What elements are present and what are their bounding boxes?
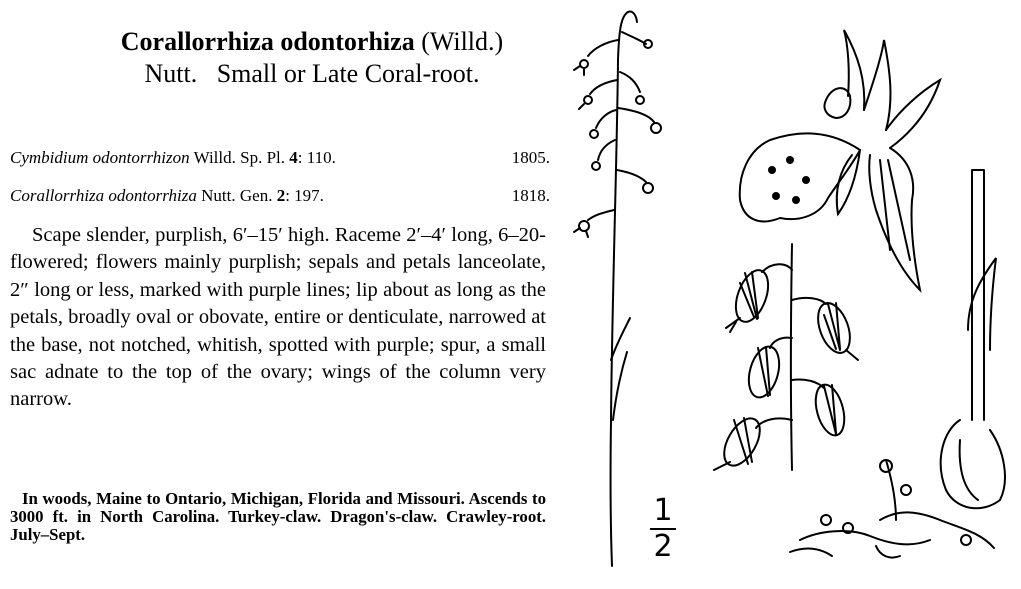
- scale-denominator: 2: [653, 529, 673, 564]
- common-name: Small or Late Coral-root.: [216, 59, 480, 88]
- species-authority: (Willd.): [421, 27, 504, 56]
- species-name: Corallorrhiza odontorhiza: [120, 27, 415, 56]
- species-heading: [62, 26, 562, 90]
- root-detail-drawing: [790, 170, 1005, 558]
- range-notes: [10, 490, 546, 545]
- raceme-detail-drawing: [714, 244, 858, 472]
- synonym-line-1: [10, 147, 550, 169]
- scale-numerator: 1: [653, 493, 673, 528]
- flower-detail-drawing: [740, 30, 940, 290]
- description-text: Scape slender, purplish, 6′–15′ high. Raceme 2′–4′ long, 6–20-flowered; flowers mainly purplish; sepals and petals lanceolate, 2″ long or less, marked with purple lines; lip about as long as the petals, broadly oval or obovate, entire or denticulate, narrowed at the base, not notched, whitish, spotted with purple; spur, a small sac adnate to the top of the ovary; wings of the column very narrow.: [10, 224, 546, 411]
- synonym-year: 1805.: [511, 148, 550, 167]
- plant-scape-drawing: [574, 11, 661, 566]
- synonym-line-2: [10, 185, 550, 207]
- synonym-page: : 197.: [285, 186, 324, 205]
- botanical-illustration: [560, 0, 1021, 589]
- synonym-volume: 4: [289, 148, 298, 167]
- synonym-page: : 110.: [297, 148, 336, 167]
- synonym-year: 1818.: [511, 186, 550, 205]
- synonym-citation: Nutt. Gen.: [201, 186, 273, 205]
- synonym-citation: Willd. Sp. Pl.: [193, 148, 285, 167]
- description: [10, 222, 546, 414]
- synonym-volume: 2: [276, 186, 286, 205]
- species-authority-nutt: Nutt.: [144, 59, 198, 88]
- synonym-name: Corallorrhiza odontorrhiza: [10, 186, 197, 205]
- range-text: In woods, Maine to Ontario, Michigan, Florida and Missouri. Ascends to 3000 ft. in North Carolina. Turkey-claw. Dragon's-claw. Crawley-root. July–Sept.: [10, 489, 546, 545]
- synonym-name: Cymbidium odontorrhizon: [10, 148, 190, 167]
